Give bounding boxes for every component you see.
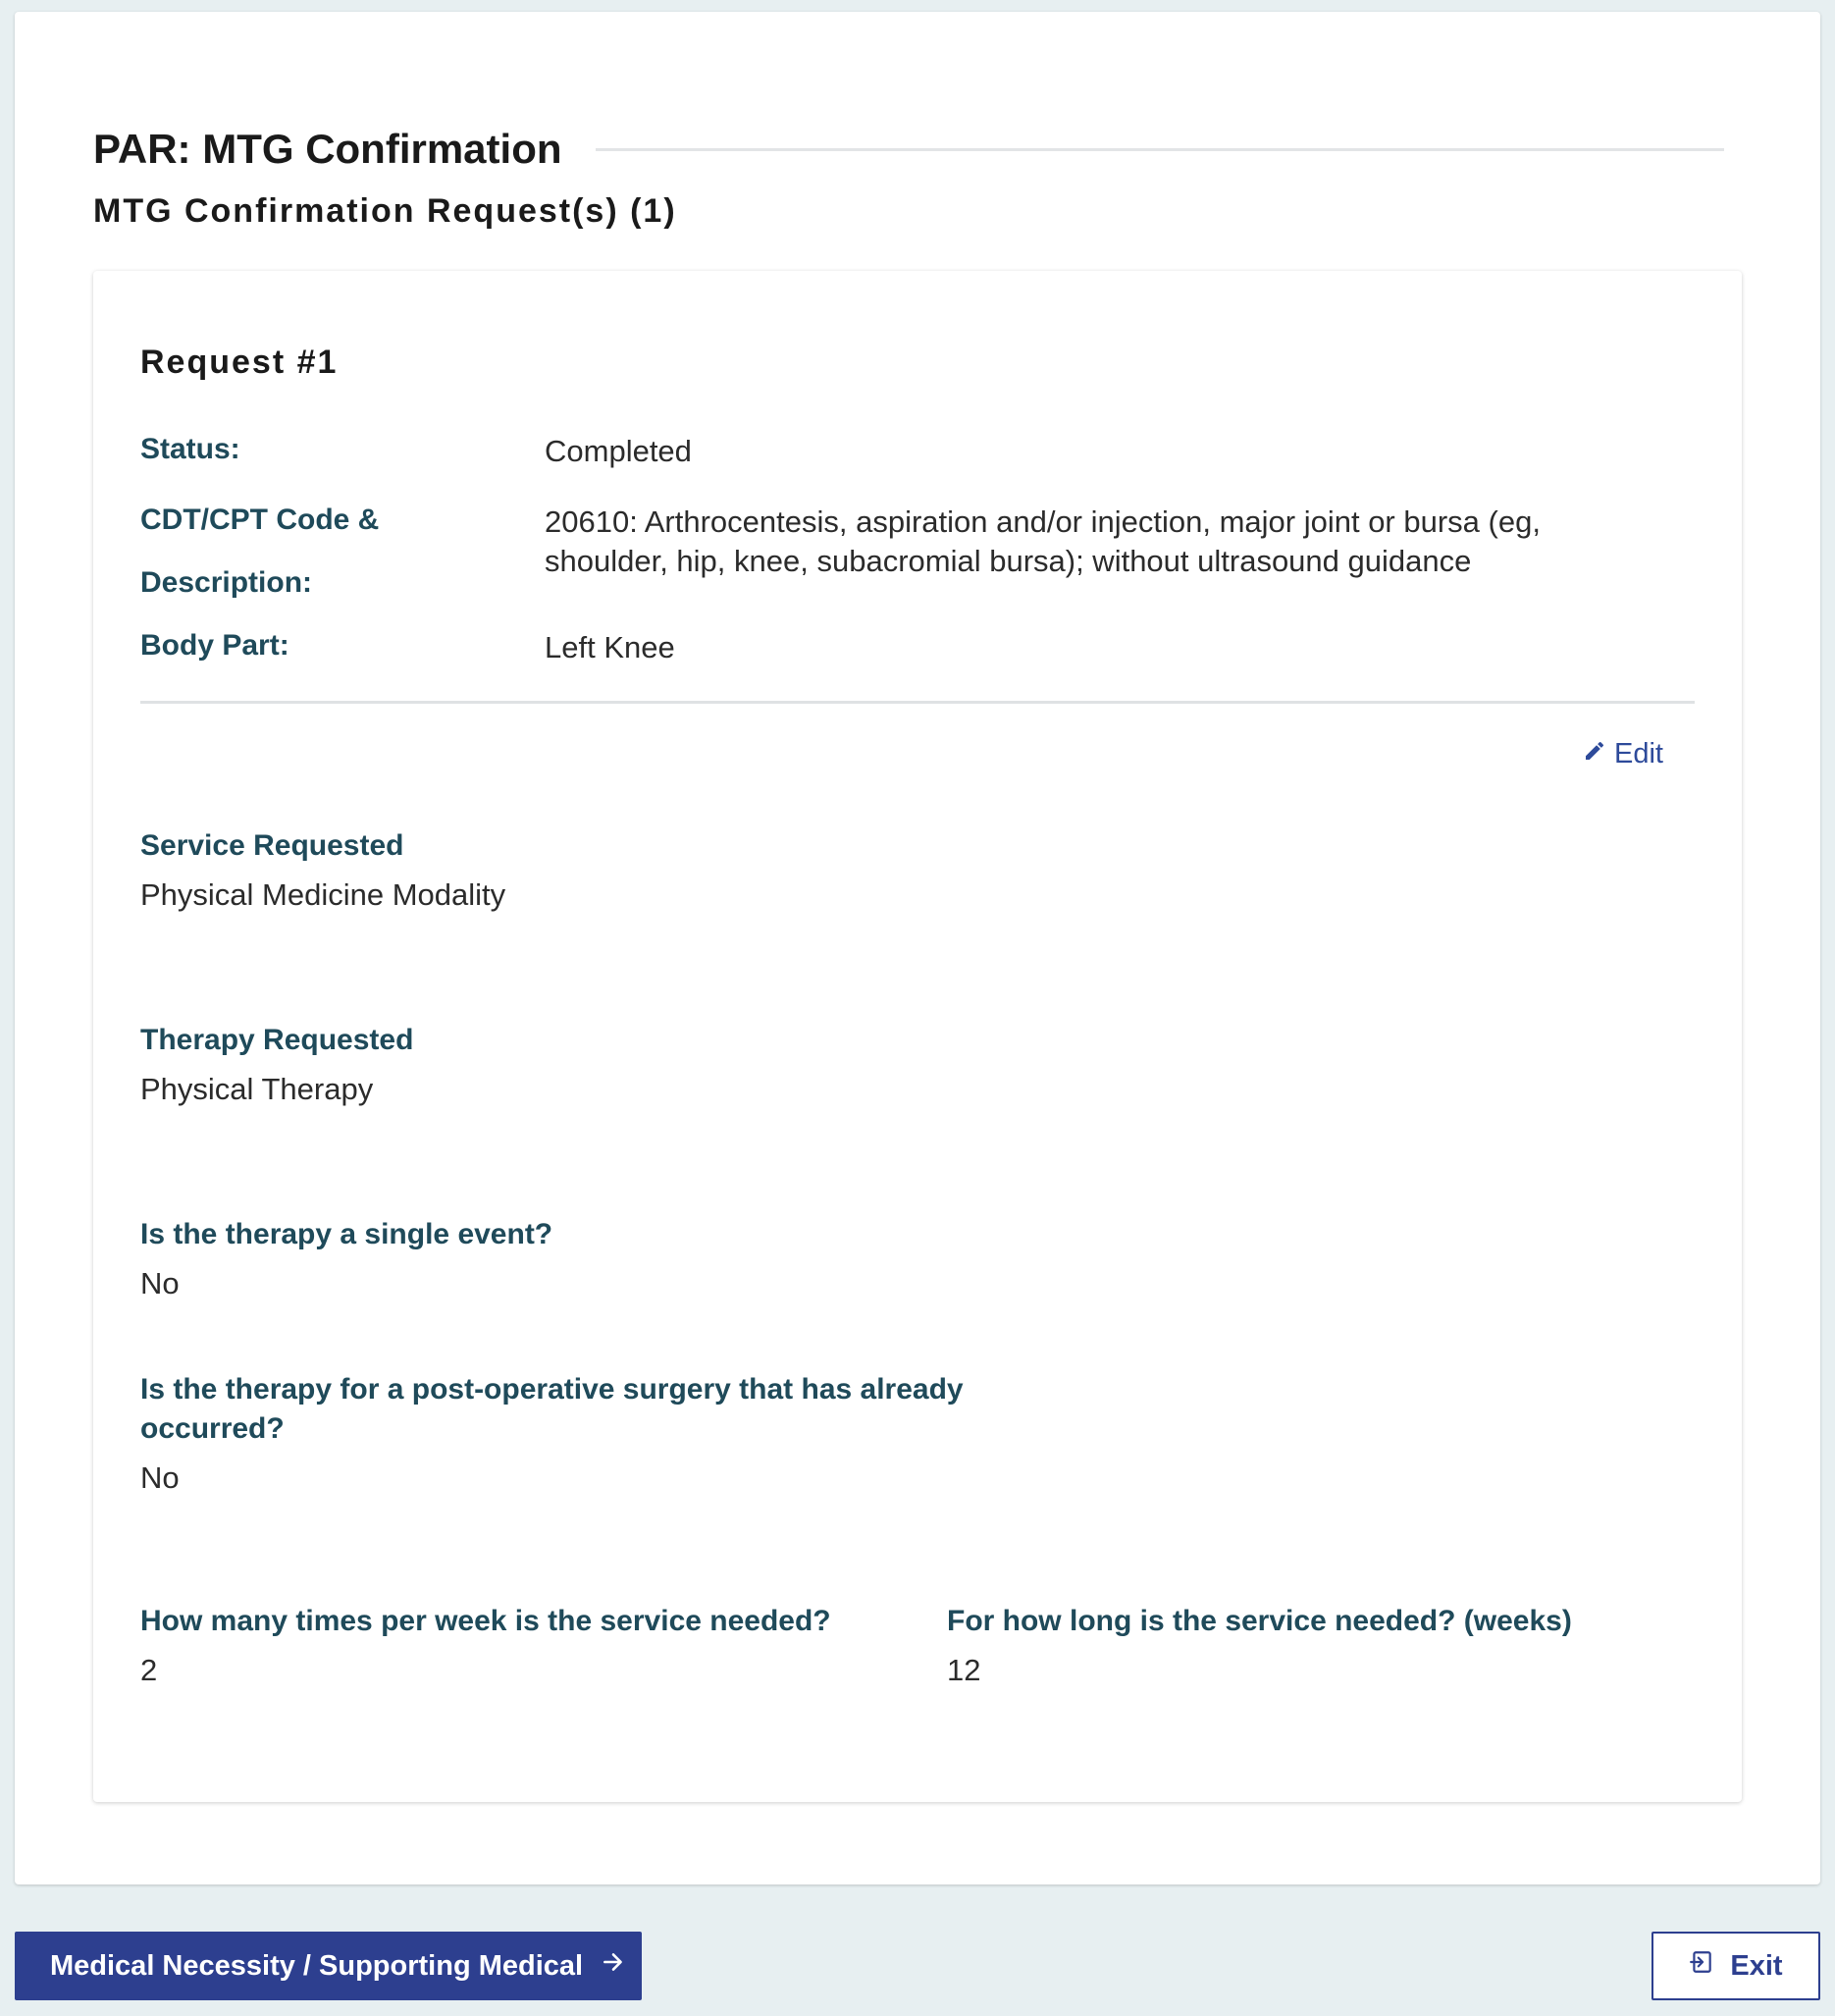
edit-button[interactable] xyxy=(1583,738,1663,770)
main-panel xyxy=(15,12,1820,1884)
pencil-icon xyxy=(1583,738,1606,770)
exit-button[interactable] xyxy=(1652,1932,1820,2000)
code-label-line2: Description: xyxy=(140,566,313,599)
duration-value: 12 xyxy=(947,1653,981,1687)
single-event-label: Is the therapy a single event? xyxy=(140,1218,553,1250)
page-title-row xyxy=(93,122,1724,177)
times-per-week-value: 2 xyxy=(140,1653,158,1687)
post-op-label: Is the therapy for a post-operative surgery that has already occurred? xyxy=(140,1373,964,1445)
duration-label: For how long is the service needed? (weeks) xyxy=(947,1605,1572,1637)
single-event-value: No xyxy=(140,1266,180,1300)
section-subtitle: MTG Confirmation Request(s) (1) xyxy=(93,192,677,230)
body-part-label: Body Part: xyxy=(140,629,289,662)
title-divider xyxy=(596,148,1724,151)
therapy-requested-label: Therapy Requested xyxy=(140,1024,414,1056)
page-title: PAR: MTG Confirmation xyxy=(93,126,562,172)
exit-icon xyxy=(1689,1949,1714,1983)
arrow-right-icon xyxy=(601,1949,626,1983)
edit-label: Edit xyxy=(1614,738,1663,769)
post-op-value: No xyxy=(140,1460,180,1495)
therapy-requested-value: Physical Therapy xyxy=(140,1072,374,1106)
request-heading: Request #1 xyxy=(140,344,339,381)
times-per-week-label: How many times per week is the service needed? xyxy=(140,1605,831,1637)
status-value: Completed xyxy=(545,434,692,468)
request-card xyxy=(93,271,1742,1802)
medical-necessity-label: Medical Necessity / Supporting Medical xyxy=(50,1949,584,1982)
body-part-value: Left Knee xyxy=(545,630,675,664)
status-label: Status: xyxy=(140,433,240,465)
medical-necessity-button[interactable] xyxy=(15,1932,642,2000)
exit-label: Exit xyxy=(1730,1949,1783,1982)
code-label-line1: CDT/CPT Code & xyxy=(140,504,380,536)
code-value: 20610: Arthrocentesis, aspiration and/or injection, major joint or bursa (eg, shoulder, hip, knee, subacromial bursa); without ultrasound guidance xyxy=(545,504,1541,578)
service-requested-value: Physical Medicine Modality xyxy=(140,877,506,912)
service-requested-label: Service Requested xyxy=(140,829,404,862)
card-divider xyxy=(140,701,1695,704)
